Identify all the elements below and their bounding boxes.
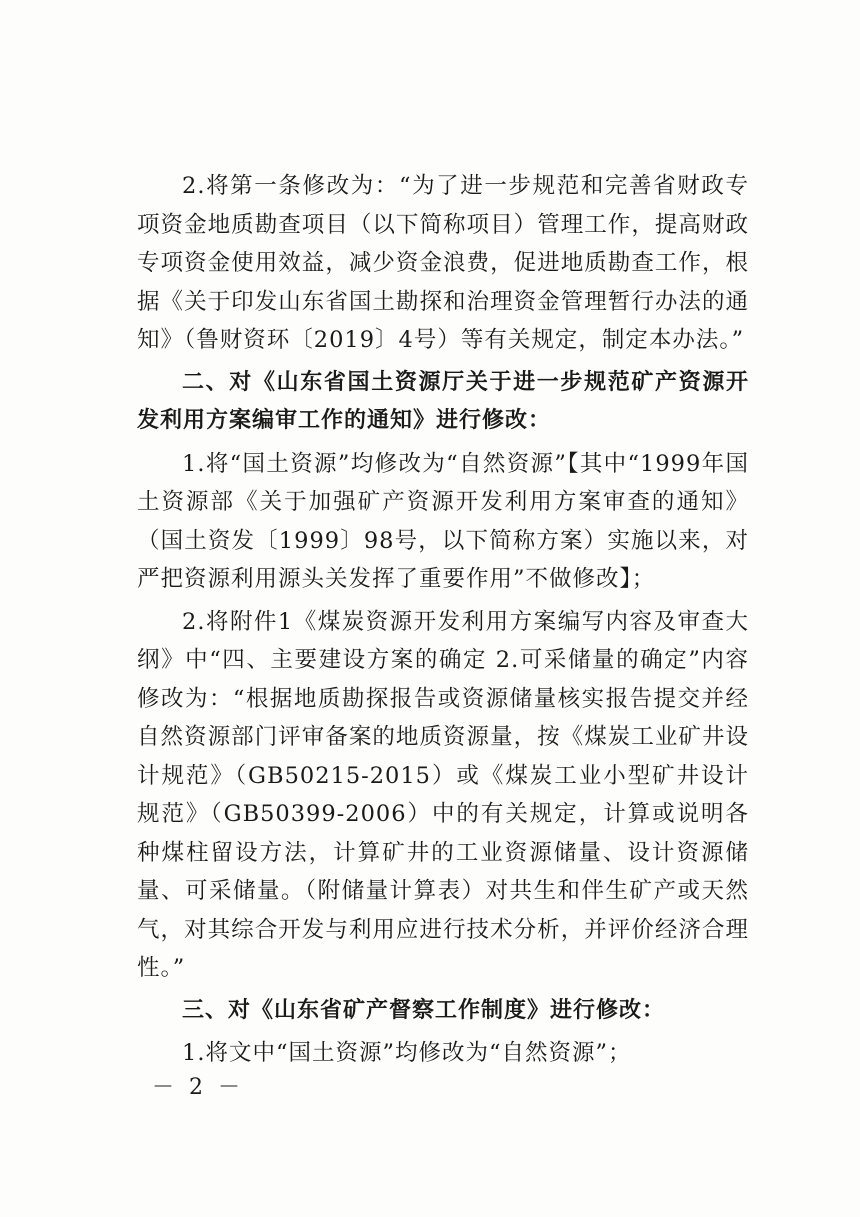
paragraph-replace-terms-supervision: 1.将文中“国土资源”均修改为“自然资源”； — [182, 1040, 632, 1066]
section-heading-two: 二、对《山东省国土资源厅关于进一步规范矿产资源开发利用方案编审工作的通知》进行修改： — [137, 369, 749, 433]
section-heading-three: 三、对《山东省矿产督察工作制度》进行修改： — [182, 997, 666, 1023]
document-body — [137, 167, 749, 1073]
page-number: － 2 － — [152, 1075, 244, 1100]
paragraph-amend-article-one: 2.将第一条修改为：“为了进一步规范和完善省财政专项资金地质勘查项目（以下简称项目）管理工作，提高财政专项资金使用效益，减少资金浪费，促进地质勘查工作，根据《关于印发山东省国土勘探和治理资金管理暂行办法的通知》（鲁财资环〔2019〕4号）等有关规定，制定本办法。” — [137, 173, 749, 353]
paragraph-amend-attachment: 2.将附件1《煤炭资源开发利用方案编写内容及审查大纲》中“四、主要建设方案的确定 2.可采储量的确定”内容修改为：“根据地质勘探报告或资源储量核实报告提交并经自然资源部门评审备案的地质资源量，按《煤炭工业矿井设计规范》（GB50215-2015）或《煤炭工业小型矿井设计规范》（GB50399-2006）中的有关规定，计算或说明各种煤柱留设方法，计算矿井的工业资源储量、设计资源储量、可采储量。（附储量计算表）对共生和伴生矿产或天然气，对其综合开发与利用应进行技术分析，并评价经济合理性。” — [137, 608, 749, 981]
paragraph-replace-terms: 1.将“国土资源”均修改为“自然资源”【其中“1999年国土资源部《关于加强矿产资源开发利用方案审查的通知》（国土资发〔1999〕98号，以下简称方案）实施以来，对严把资源利用源头关发挥了重要作用”不做修改】； — [137, 450, 749, 592]
